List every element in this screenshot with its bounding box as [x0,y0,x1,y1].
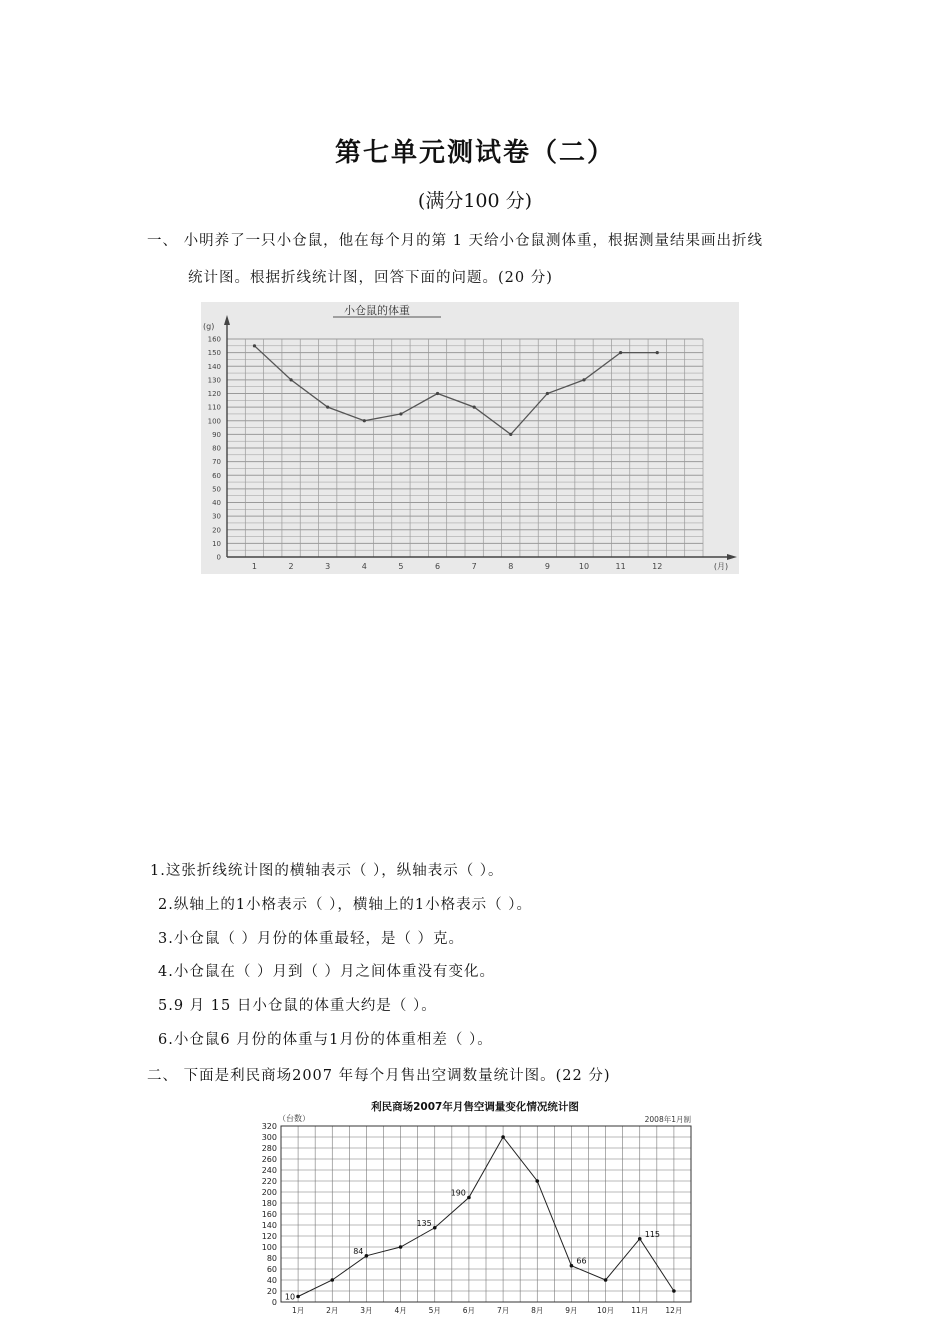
y-tick-label: 240 [261,1166,277,1175]
x-tick-label: 8月 [531,1306,544,1315]
y-tick-label: 300 [261,1133,277,1142]
y-axis-label: （台数） [278,1114,310,1123]
data-point [672,1289,676,1293]
question-6: 6.小仓鼠6 月份的体重与1月份的体重相差（ ）。 [158,1032,493,1048]
x-tick-label: 4月 [394,1306,407,1315]
y-axis-label: (g) [203,322,215,331]
data-point [399,412,402,415]
y-tick-label: 160 [207,335,221,344]
hamster-weight-chart [201,302,739,574]
question-5: 5.9 月 15 日小仓鼠的体重大约是（ ）。 [158,998,437,1014]
data-point [253,344,256,347]
x-tick-label: 9月 [565,1306,578,1315]
y-tick-label: 20 [266,1287,277,1296]
data-point [326,406,329,409]
x-tick-label: 2月 [326,1306,339,1315]
chart-title: 利民商场2007年月售空调量变化情况统计图 [371,1101,579,1113]
section2-line1: 二、 下面是利民商场2007 年每个月售出空调数量统计图。(22 分) [147,1068,611,1084]
y-tick-label: 130 [207,376,221,385]
data-point [546,392,549,395]
y-tick-label: 120 [207,390,221,398]
y-tick-label: 70 [212,458,221,467]
data-label: 115 [644,1229,661,1239]
x-tick-label: 8 [508,562,514,571]
x-tick-label: 10 [578,562,590,571]
data-point [582,378,585,381]
data-label: 84 [353,1246,364,1256]
x-tick-label: 11月 [631,1306,649,1315]
y-tick-label: 10 [212,539,221,548]
x-tick-label: 7月 [496,1306,510,1315]
y-tick-label: 100 [207,417,221,426]
section1-line1: 一、 小明养了一只小仓鼠，他在每个月的第 1 天给小仓鼠测体重，根据测量结果画出折线 [147,233,764,249]
data-point [399,1245,403,1249]
y-tick-label: 140 [261,1221,277,1230]
data-point [656,351,659,354]
question-2: 2.纵轴上的1小格表示（ ），横轴上的1小格表示（ ）。 [158,897,533,913]
data-point [363,419,366,422]
data-point [473,406,476,409]
chart-title: 小仓鼠的体重 [344,304,410,317]
x-axis-label: (月) [713,562,729,571]
data-label: 135 [416,1218,432,1228]
y-tick-label: 60 [212,471,221,480]
data-point [467,1196,471,1200]
y-tick-label: 50 [212,485,221,494]
question-3: 3.小仓鼠（ ）月份的体重最轻，是（ ）克。 [158,931,465,947]
data-point [570,1264,574,1268]
data-point [501,1135,505,1139]
data-point [604,1278,608,1282]
data-point [365,1254,369,1258]
y-tick-label: 90 [212,430,221,439]
y-tick-label: 110 [207,403,221,412]
data-point [330,1278,334,1282]
x-tick-label: 10月 [597,1306,615,1315]
x-tick-label: 5月 [428,1306,441,1315]
y-tick-label: 320 [261,1122,277,1131]
x-tick-label: 2 [288,562,294,571]
data-label: 10 [284,1292,296,1302]
data-point [296,1295,300,1299]
y-tick-label: 180 [261,1199,277,1208]
y-tick-label: 80 [266,1254,277,1263]
question-1: 1.这张折线统计图的横轴表示（ ），纵轴表示（ ）。 [150,863,504,879]
data-point [535,1179,539,1183]
data-point [433,1226,437,1230]
score-subtitle: (满分100 分) [417,190,533,212]
x-tick-label: 12月 [665,1306,683,1315]
y-tick-label: 30 [212,512,221,521]
x-tick-label: 3 [325,562,331,571]
y-tick-label: 20 [212,526,221,535]
y-tick-label: 140 [207,362,221,371]
y-tick-label: 120 [261,1232,277,1241]
y-tick-label: 280 [261,1144,277,1153]
y-tick-label: 40 [266,1276,277,1285]
x-tick-label: 11 [615,562,626,571]
data-point [289,378,292,381]
y-tick-label: 80 [212,444,221,453]
y-tick-label: 0 [216,553,221,562]
x-tick-label: 6月 [462,1306,476,1315]
y-tick-label: 0 [271,1298,277,1307]
x-tick-label: 9 [544,562,550,571]
x-tick-label: 1 [251,562,258,571]
x-tick-label: 7 [471,562,477,571]
data-point [509,433,512,436]
chart-note: 2008年1月制 [644,1115,691,1124]
page-title: 第七单元测试卷（二） [334,138,615,168]
ac-sales-chart [250,1098,700,1316]
x-tick-label: 1月 [291,1306,305,1315]
x-tick-label: 4 [361,562,367,571]
y-tick-label: 160 [261,1210,277,1219]
x-tick-label: 12 [652,562,663,571]
y-tick-label: 100 [261,1243,277,1252]
question-4: 4.小仓鼠在（ ）月到（ ）月之间体重没有变化。 [158,964,496,980]
y-tick-label: 40 [212,499,221,507]
y-tick-label: 150 [207,349,221,358]
x-tick-label: 6 [434,562,441,571]
data-label: 190 [450,1188,466,1198]
data-point [638,1237,642,1241]
data-point [436,392,439,395]
y-tick-label: 220 [261,1177,277,1186]
data-label: 66 [576,1256,587,1266]
y-tick-label: 200 [261,1188,277,1197]
y-tick-label: 60 [266,1265,277,1274]
x-tick-label: 3月 [360,1306,373,1315]
y-tick-label: 260 [261,1155,277,1164]
data-point [619,351,622,354]
section1-line2: 统计图。根据折线统计图，回答下面的问题。(20 分) [188,270,553,286]
x-tick-label: 5 [398,562,404,571]
